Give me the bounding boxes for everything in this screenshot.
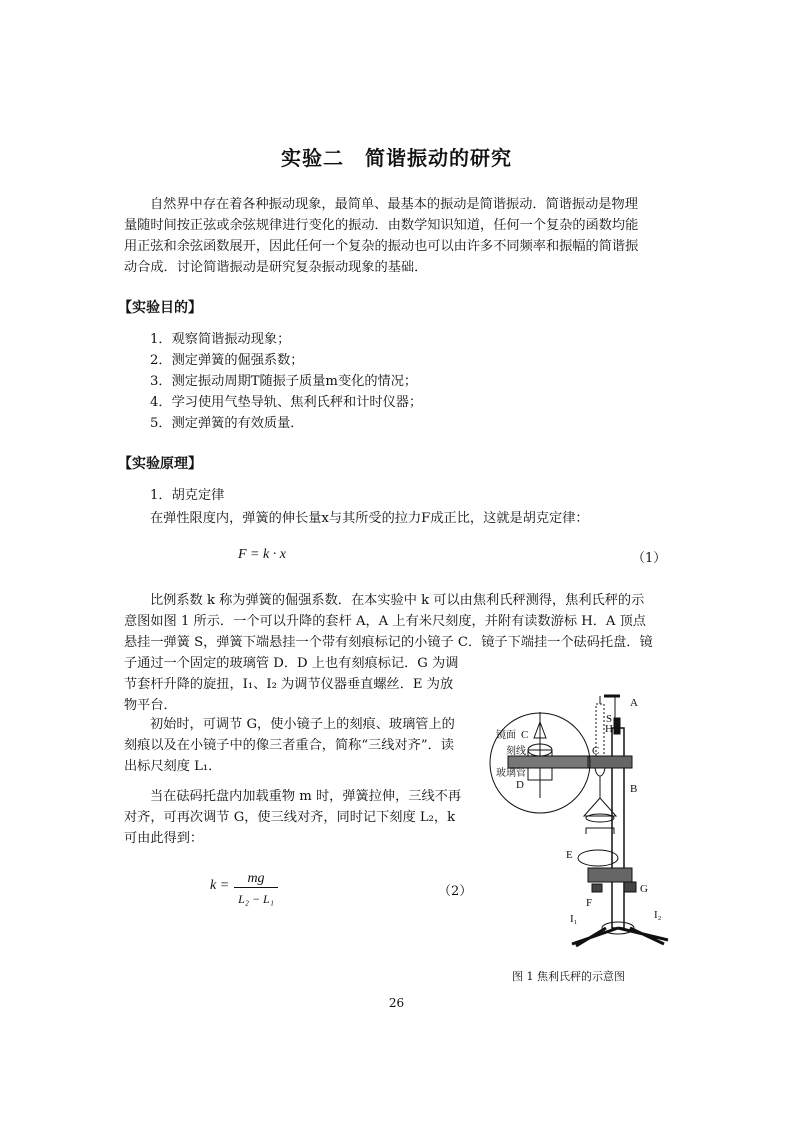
purpose-item: 3．测定振动周期T随振子质量m变化的情况；	[150, 374, 418, 389]
para-line: 当在砝码托盘内加载重物 m 时，弹簧拉伸，三线不再	[150, 789, 462, 804]
equation-2-numerator: mg	[234, 870, 278, 888]
label-B: B	[630, 783, 638, 795]
para-line: 意图如图 1 所示．一个可以升降的套杆 A，A 上有米尺刻度，并附有读数游标 H．A 顶点	[124, 614, 646, 629]
label-mirror: 镜面	[496, 730, 516, 741]
page-title: 实验二 简谐振动的研究	[281, 146, 512, 170]
label-line: 刻线	[506, 746, 526, 757]
equation-1: F = k · x	[238, 547, 286, 562]
intro-line: 量随时间按正弦或余弦规律进行变化的振动．由数学知识知道，任何一个复杂的函数均能	[124, 218, 639, 233]
equation-2-number: （2）	[438, 884, 473, 899]
purpose-item: 1．观察简谐振动现象；	[150, 332, 291, 347]
intro-line: 动合成．讨论简谐振动是研究复杂振动现象的基础．	[124, 260, 428, 275]
label-E: E	[566, 849, 573, 861]
figure-caption: 图 1 焦利氏秤的示意图	[512, 970, 625, 983]
principle-heading: 【实验原理】	[118, 456, 202, 472]
equation-2-denominator: L₂ − L₁	[238, 892, 274, 906]
purpose-item: 2．测定弹簧的倔强系数；	[150, 353, 304, 368]
para-line: 节套杆升降的旋扭，I₁、I₂ 为调节仪器垂直螺丝．E 为放	[124, 677, 454, 692]
para-line: 子通过一个固定的玻璃管 D．D 上也有刻痕标记．G 为调	[124, 656, 459, 671]
equation-2-lhs: k =	[210, 878, 230, 893]
hooke-title: 1．胡克定律	[150, 488, 225, 503]
label-D: D	[516, 779, 524, 791]
equation-1-number: （1）	[632, 551, 667, 566]
label-I2: I₂	[654, 909, 662, 921]
label-C-inset: C	[521, 729, 529, 741]
para-line: 刻痕以及在小镜子中的像三者重合，简称“三线对齐”．读	[124, 738, 454, 753]
hooke-text: 在弹性限度内，弹簧的伸长量x与其所受的拉力F成正比，这就是胡克定律：	[150, 511, 589, 526]
jolly-balance-figure	[488, 688, 698, 958]
para-line: 比例系数 k 称为弹簧的倔强系数．在本实验中 k 可以由焦利氏秤测得，焦利氏秤的示	[150, 593, 645, 608]
intro-line: 自然界中存在着各种振动现象，最简单、最基本的振动是简谐振动．简谐振动是物理	[150, 197, 638, 212]
label-I1: I₁	[570, 913, 578, 925]
purpose-item: 4．学习使用气垫导轨、焦利氏秤和计时仪器；	[150, 395, 423, 410]
intro-line: 用正弦和余弦函数展开，因此任何一个复杂的振动也可以由许多不同频率和振幅的简谐振	[124, 239, 639, 254]
para-line: 对齐，可再次调节 G，使三线对齐，同时记下刻度 L₂，k	[124, 810, 456, 825]
label-S: S	[606, 713, 613, 725]
purpose-heading: 【实验目的】	[118, 300, 202, 316]
para-line: 物平台．	[124, 698, 177, 713]
label-C: C	[592, 745, 600, 757]
label-F: F	[586, 897, 593, 909]
para-line: 可由此得到：	[124, 831, 204, 846]
para-line: 出标尺刻度 L₁．	[124, 759, 222, 774]
purpose-item: 5．测定弹簧的有效质量．	[150, 416, 304, 431]
page-number: 26	[388, 996, 405, 1010]
label-G: G	[640, 883, 648, 895]
para-line: 初始时，可调节 G，使小镜子上的刻痕、玻璃管上的	[150, 717, 455, 732]
label-tube: 玻璃管	[496, 768, 526, 779]
para-line: 悬挂一弹簧 S，弹簧下端悬挂一个带有刻痕标记的小镜子 C．镜子下端挂一个砝码托盘．镜	[124, 635, 653, 650]
label-A: A	[630, 697, 638, 709]
label-H: H	[605, 723, 613, 735]
